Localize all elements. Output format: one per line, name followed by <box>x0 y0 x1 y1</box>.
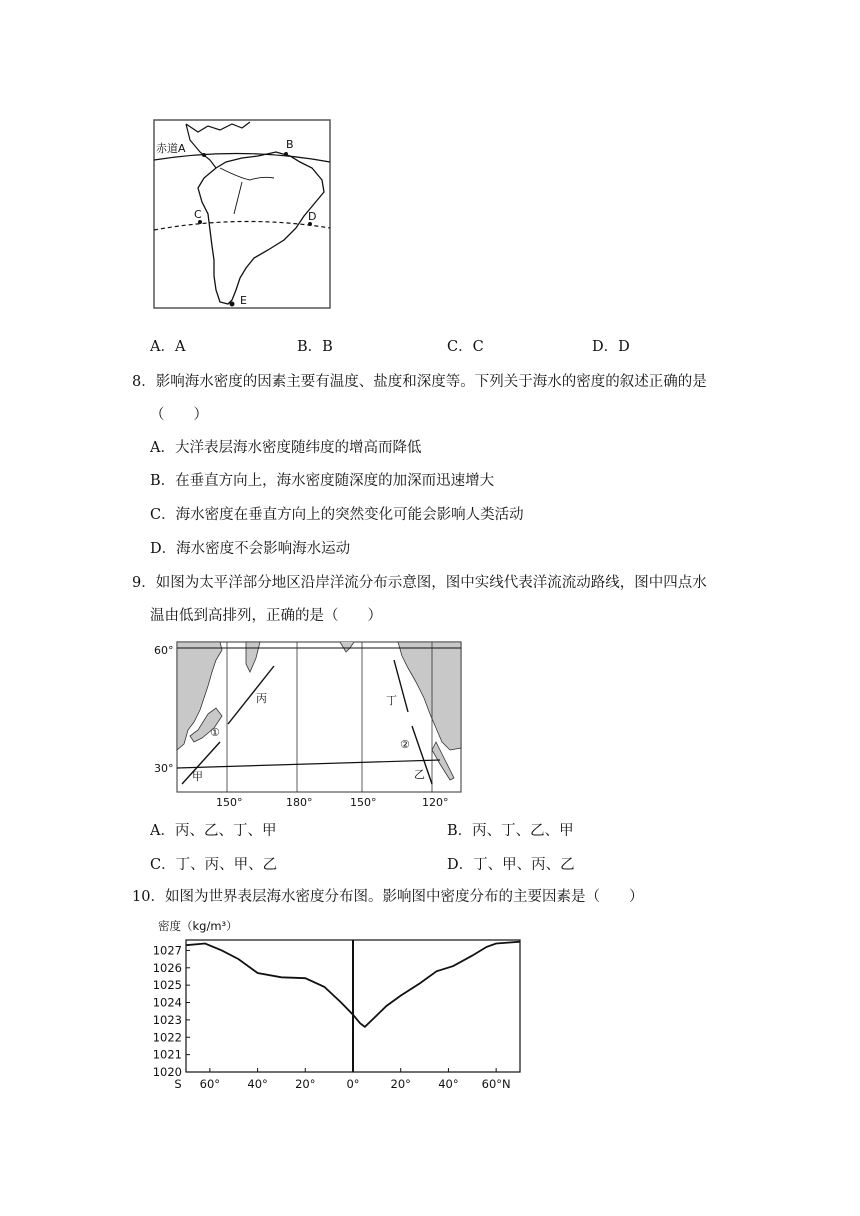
q9-stem-line2: 温由低到高排列，正确的是（ ） <box>150 608 382 624</box>
current-jia-label: 甲 <box>192 770 203 783</box>
q8-stem-line2: （ ） <box>150 407 208 423</box>
point-b-label: B <box>286 138 294 151</box>
q8-stem-line1: 8．影响海水密度的因素主要有温度、盐度和深度等。下列关于海水的密度的叙述正确的是 <box>132 374 707 390</box>
q8-option-c[interactable]: C．海水密度在垂直方向上的突然变化可能会影响人类活动 <box>150 507 524 523</box>
equator-a-label: 赤道A <box>156 142 186 155</box>
lat-60-label: 60° <box>154 644 174 657</box>
q7-option-c[interactable]: C．C <box>447 339 484 355</box>
lon-150w-label: 150° <box>216 796 243 809</box>
lon-120-label: 120° <box>422 796 449 809</box>
y-tick-label: 1022 <box>152 1030 182 1045</box>
current-ding-label: 丁 <box>386 694 397 707</box>
x-tick-label: 20° <box>390 1077 411 1091</box>
x-tick-label: S <box>174 1077 182 1091</box>
south-america-map <box>150 118 334 312</box>
point-c-label: C <box>194 208 202 221</box>
current-yi-label: 乙 <box>414 768 425 781</box>
q10-stem: 10．如图为世界表层海水密度分布图。影响图中密度分布的主要因素是（ ） <box>132 889 644 905</box>
q7-option-d[interactable]: D．D <box>592 339 630 355</box>
q9-option-c[interactable]: C．丁、丙、甲、乙 <box>150 857 278 873</box>
point-e-marker <box>230 302 235 307</box>
pacific-currents-map <box>150 638 466 810</box>
x-tick-label: 60° <box>199 1077 221 1091</box>
q8-option-d[interactable]: D．海水密度不会影响海水运动 <box>150 541 351 557</box>
y-tick-label: 1025 <box>152 978 182 993</box>
y-tick-label: 1023 <box>152 1012 182 1027</box>
q7-option-a[interactable]: A．A <box>150 339 186 355</box>
x-tick-label: 40° <box>247 1077 268 1091</box>
x-tick-label: 20° <box>295 1077 316 1091</box>
q9-option-a[interactable]: A．丙、乙、丁、甲 <box>150 823 277 839</box>
lon-150e-label: 150° <box>350 796 377 809</box>
point-a-marker <box>202 153 206 157</box>
x-tick-label: 40° <box>438 1077 459 1091</box>
lon-180-label: 180° <box>286 796 313 809</box>
y-tick-label: 1027 <box>152 943 182 958</box>
current-bing-label: 丙 <box>256 692 267 705</box>
point-1-label: ① <box>210 726 220 739</box>
chart-ylabel: 密度（kg/m³） <box>158 919 238 933</box>
x-tick-label: 0° <box>346 1077 360 1091</box>
y-tick-label: 1021 <box>152 1047 182 1062</box>
q9-stem-line1: 9．如图为太平洋部分地区沿岸洋流分布示意图，图中实线代表洋流流动路线，图中四点水 <box>132 575 707 591</box>
y-tick-label: 1026 <box>152 960 182 975</box>
x-tick-label: 60°N <box>481 1077 511 1091</box>
y-tick-label: 1020 <box>152 1065 182 1079</box>
point-e-label: E <box>240 294 247 307</box>
q9-option-d[interactable]: D．丁、甲、丙、乙 <box>447 857 575 873</box>
q7-option-b[interactable]: B．B <box>297 339 333 355</box>
point-2-label: ② <box>400 738 410 751</box>
point-d-label: D <box>308 210 317 223</box>
q9-option-b[interactable]: B．丙、丁、乙、甲 <box>447 823 574 839</box>
density-chart <box>150 914 530 1096</box>
point-b-marker <box>284 152 288 156</box>
q8-option-a[interactable]: A．大洋表层海水密度随纬度的增高而降低 <box>150 440 422 456</box>
q8-option-b[interactable]: B．在垂直方向上，海水密度随深度的加深而迅速增大 <box>150 473 495 489</box>
lat-30-label: 30° <box>154 762 174 775</box>
y-tick-label: 1024 <box>152 995 182 1010</box>
